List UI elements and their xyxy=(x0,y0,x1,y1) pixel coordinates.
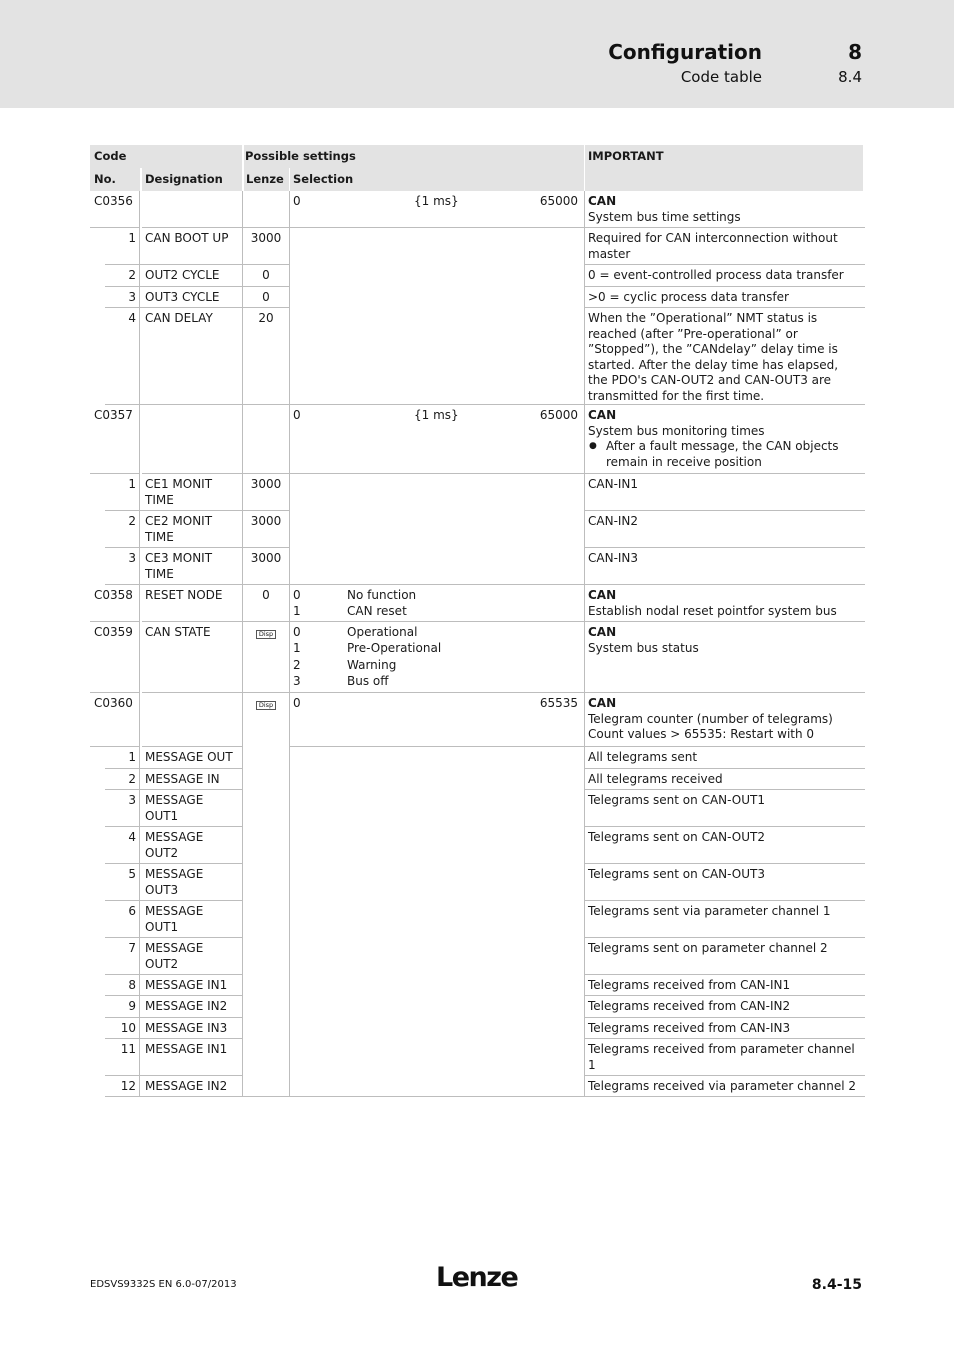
important-cell xyxy=(585,1039,865,1076)
designation-cell: CE2 MONIT TIME xyxy=(142,511,243,548)
important-text: All telegrams sent xyxy=(588,750,698,764)
table-row xyxy=(90,769,865,790)
lenze-cell xyxy=(243,747,290,769)
code-value: C0359 xyxy=(94,625,133,639)
sub-number-cell: 1 xyxy=(105,747,142,769)
sub-number-cell: 8 xyxy=(105,975,142,996)
table-row xyxy=(90,191,865,228)
table-row xyxy=(90,548,865,585)
important-text: Establish nodal reset pointfor system bus xyxy=(588,603,837,618)
option-label: Warning xyxy=(347,657,397,672)
important-cell xyxy=(585,827,865,864)
selection-cell xyxy=(290,827,585,864)
designation-cell: CE3 MONIT TIME xyxy=(142,548,243,585)
lenze-value: 3000 xyxy=(250,231,282,245)
table-row xyxy=(90,1039,865,1076)
option-label: Bus off xyxy=(347,673,389,688)
table-row xyxy=(90,747,865,769)
selection-cell xyxy=(290,511,585,548)
important-text: When the ”Operational” NMT status is reached (after ”Pre-operational” or ”Stopped”), the ”CANdelay” delay time is started. After the delay time has elapsed, the PDO's CAN-OUT2 and CAN-OUT3 are transmitted for the first time. xyxy=(588,311,839,403)
important-text: System bus time settings xyxy=(588,209,741,224)
important-cell xyxy=(585,287,865,308)
code-value: C0356 xyxy=(94,194,133,208)
lenze-cell xyxy=(243,287,290,308)
important-cell xyxy=(585,265,865,287)
designation-cell xyxy=(142,405,243,474)
important-text: Telegrams received from parameter channel 1 xyxy=(588,1042,855,1072)
important-cell xyxy=(585,790,865,827)
table-row xyxy=(90,901,865,938)
selection-min: 0 xyxy=(293,696,301,710)
important-cell xyxy=(585,474,865,511)
selection-unit: {1 ms} xyxy=(414,408,459,422)
selection-option xyxy=(293,674,578,690)
lenze-logo: Lenze xyxy=(436,1262,518,1293)
table-header-row-1 xyxy=(90,145,865,168)
lenze-cell xyxy=(243,864,290,901)
selection-range xyxy=(293,696,578,712)
lenze-cell xyxy=(243,1018,290,1039)
important-text: Telegrams sent on CAN-OUT1 xyxy=(588,793,765,807)
important-heading: CAN xyxy=(588,625,617,639)
section-number: 8.4 xyxy=(838,68,862,86)
lenze-cell xyxy=(243,548,290,585)
selection-range xyxy=(293,194,578,210)
lenze-cell xyxy=(243,996,290,1018)
selection-min: 0 xyxy=(293,194,301,208)
selection-cell xyxy=(290,1018,585,1039)
designation-cell: MESSAGE OUT3 xyxy=(142,864,243,901)
selection-range xyxy=(293,408,578,424)
designation-cell: OUT3 CYCLE xyxy=(142,287,243,308)
selection-cell xyxy=(290,1076,585,1097)
important-text: System bus monitoring times xyxy=(588,423,765,438)
selection-option xyxy=(293,658,578,674)
selection-cell xyxy=(290,975,585,996)
important-text: Telegrams received via parameter channel 2 xyxy=(588,1079,857,1093)
lenze-cell xyxy=(243,975,290,996)
important-text-2: Count values > 65535: Restart with 0 xyxy=(588,727,815,741)
important-text: All telegrams received xyxy=(588,772,723,786)
designation-cell: MESSAGE IN xyxy=(142,769,243,790)
important-text: Telegrams sent on parameter channel 2 xyxy=(588,941,828,955)
selection-unit: {1 ms} xyxy=(414,194,459,208)
designation-cell xyxy=(142,191,243,228)
selection-option xyxy=(293,641,578,657)
sub-number-cell: 3 xyxy=(105,287,142,308)
important-cell xyxy=(585,1018,865,1039)
lenze-cell xyxy=(243,511,290,548)
selection-option xyxy=(293,588,578,604)
selection-cell xyxy=(290,265,585,287)
table-row xyxy=(90,308,865,405)
option-value: 1 xyxy=(293,641,301,656)
code-value: C0357 xyxy=(94,408,133,422)
important-heading: CAN xyxy=(588,588,617,602)
important-cell xyxy=(585,511,865,548)
sub-number-cell: 4 xyxy=(105,827,142,864)
lenze-cell xyxy=(243,405,290,474)
sub-number-cell: 2 xyxy=(105,769,142,790)
designation-cell: CAN BOOT UP xyxy=(142,228,243,265)
sub-number-cell: 5 xyxy=(105,864,142,901)
sub-number-cell: 3 xyxy=(105,548,142,585)
selection-cell xyxy=(290,622,585,693)
code-cell xyxy=(90,191,140,228)
designation-cell: MESSAGE OUT2 xyxy=(142,938,243,975)
option-label: No function xyxy=(347,588,417,602)
code-cell xyxy=(90,693,140,747)
lenze-cell xyxy=(243,308,290,405)
lenze-cell xyxy=(243,228,290,265)
lenze-cell xyxy=(243,1076,290,1097)
section-title: Code table xyxy=(680,68,762,86)
lenze-cell xyxy=(243,827,290,864)
selection-cell xyxy=(290,790,585,827)
designation-cell: MESSAGE IN3 xyxy=(142,1018,243,1039)
important-text: CAN-IN3 xyxy=(588,551,639,565)
table-row xyxy=(90,790,865,827)
table-body xyxy=(90,191,865,1097)
selection-cell xyxy=(290,191,585,228)
lenze-value: 0 xyxy=(262,290,270,304)
chapter-number: 8 xyxy=(848,40,862,64)
bullet-text: After a fault message, the CAN objects remain in receive position xyxy=(606,439,839,469)
important-heading: CAN xyxy=(588,408,617,422)
important-cell xyxy=(585,405,865,474)
lenze-value: 0 xyxy=(262,268,270,282)
table-row xyxy=(90,511,865,548)
important-text: CAN-IN1 xyxy=(588,477,639,491)
option-value: 3 xyxy=(293,673,301,688)
designation-cell: MESSAGE OUT xyxy=(142,747,243,769)
header-no: No. xyxy=(90,168,140,191)
table-row xyxy=(90,938,865,975)
selection-option xyxy=(293,625,578,641)
code-table xyxy=(90,145,865,1097)
important-cell xyxy=(585,864,865,901)
sub-number-cell: 1 xyxy=(105,228,142,265)
designation-cell: MESSAGE IN2 xyxy=(142,996,243,1018)
selection-cell xyxy=(290,405,585,474)
header-important: IMPORTANT xyxy=(585,145,863,191)
selection-cell xyxy=(290,938,585,975)
designation-cell: MESSAGE OUT2 xyxy=(142,827,243,864)
sub-number-cell: 9 xyxy=(105,996,142,1018)
selection-cell xyxy=(290,996,585,1018)
important-cell xyxy=(585,548,865,585)
designation-cell: CE1 MONIT TIME xyxy=(142,474,243,511)
table-row xyxy=(90,975,865,996)
code-cell xyxy=(90,405,140,474)
disp-icon: Disp xyxy=(256,630,276,639)
disp-icon: Disp xyxy=(256,701,276,710)
important-heading: CAN xyxy=(588,696,617,710)
table-row xyxy=(90,827,865,864)
selection-cell xyxy=(290,693,585,747)
document-id: EDSVS9332S EN 6.0-07/2013 xyxy=(90,1279,237,1290)
code-cell xyxy=(90,585,140,622)
code-value: C0360 xyxy=(94,696,133,710)
important-text: Telegrams sent on CAN-OUT2 xyxy=(588,830,765,844)
sub-number-cell: 6 xyxy=(105,901,142,938)
sub-number-cell: 1 xyxy=(105,474,142,511)
designation-cell: CAN DELAY xyxy=(142,308,243,405)
lenze-cell xyxy=(243,474,290,511)
important-cell xyxy=(585,938,865,975)
table-row xyxy=(90,1018,865,1039)
lenze-cell xyxy=(243,191,290,228)
selection-max: 65000 xyxy=(539,408,578,422)
important-text: Required for CAN interconnection without master xyxy=(588,231,838,261)
important-cell xyxy=(585,228,865,265)
sub-number-cell: 7 xyxy=(105,938,142,975)
important-cell xyxy=(585,747,865,769)
selection-cell xyxy=(290,287,585,308)
lenze-value: 20 xyxy=(258,311,274,325)
selection-cell xyxy=(290,548,585,585)
table-row xyxy=(90,693,865,747)
important-cell xyxy=(585,769,865,790)
selection-min: 0 xyxy=(293,408,301,422)
sub-number-cell: 10 xyxy=(105,1018,142,1039)
important-cell xyxy=(585,622,865,693)
lenze-cell xyxy=(243,693,290,747)
sub-number-cell: 12 xyxy=(105,1076,142,1097)
option-label: Pre-Operational xyxy=(347,641,442,656)
table-row xyxy=(90,1076,865,1097)
selection-cell xyxy=(290,308,585,405)
table-row xyxy=(90,287,865,308)
code-cell xyxy=(90,622,140,693)
lenze-cell xyxy=(243,265,290,287)
selection-cell xyxy=(290,864,585,901)
selection-cell xyxy=(290,769,585,790)
lenze-cell xyxy=(243,585,290,622)
important-cell xyxy=(585,693,865,747)
selection-max: 65000 xyxy=(539,194,578,208)
lenze-cell xyxy=(243,901,290,938)
important-cell xyxy=(585,975,865,996)
sub-number-cell: 11 xyxy=(105,1039,142,1076)
important-text: Telegrams sent on CAN-OUT3 xyxy=(588,867,765,881)
important-text: Telegrams sent via parameter channel 1 xyxy=(588,904,831,918)
lenze-value: 3000 xyxy=(250,551,282,565)
lenze-cell xyxy=(243,1039,290,1076)
important-text: Telegrams received from CAN-IN3 xyxy=(588,1021,791,1035)
designation-cell: MESSAGE IN1 xyxy=(142,975,243,996)
header-possible-settings-label: Possible settings xyxy=(245,149,356,163)
important-cell xyxy=(585,901,865,938)
sub-number-cell: 4 xyxy=(105,308,142,405)
lenze-value: 3000 xyxy=(250,477,282,491)
table-row xyxy=(90,474,865,511)
important-cell xyxy=(585,308,865,405)
important-cell xyxy=(585,996,865,1018)
table-row xyxy=(90,996,865,1018)
lenze-cell xyxy=(243,938,290,975)
page-header xyxy=(0,0,954,108)
designation-cell xyxy=(142,693,243,747)
important-text: Telegrams received from CAN-IN2 xyxy=(588,999,791,1013)
selection-cell xyxy=(290,747,585,769)
selection-cell xyxy=(290,474,585,511)
page-number: 8.4-15 xyxy=(811,1277,862,1293)
designation-cell: MESSAGE OUT1 xyxy=(142,901,243,938)
chapter-title: Configuration xyxy=(608,40,762,64)
important-text: 0 = event-controlled process data transfer xyxy=(588,268,844,282)
important-text: System bus status xyxy=(588,640,699,655)
important-text: Telegrams received from CAN-IN1 xyxy=(588,978,791,992)
selection-cell xyxy=(290,585,585,622)
bullet-icon: ● xyxy=(589,441,597,451)
lenze-value: 3000 xyxy=(250,514,282,528)
important-cell xyxy=(585,1076,865,1097)
lenze-cell xyxy=(243,790,290,827)
table-row xyxy=(90,622,865,693)
header-lenze: Lenze xyxy=(244,168,289,191)
option-label: Operational xyxy=(347,625,418,639)
lenze-cell xyxy=(243,622,290,693)
selection-cell xyxy=(290,228,585,265)
designation-cell: OUT2 CYCLE xyxy=(142,265,243,287)
designation-cell: MESSAGE IN1 xyxy=(142,1039,243,1076)
table-header-row-2 xyxy=(90,168,865,191)
important-text: >0 = cyclic process data transfer xyxy=(588,290,789,304)
lenze-cell xyxy=(243,769,290,790)
important-heading: CAN xyxy=(588,194,617,208)
option-value: 0 xyxy=(293,625,301,639)
designation-cell: MESSAGE OUT1 xyxy=(142,790,243,827)
important-bullet xyxy=(588,439,861,470)
header-possible-settings xyxy=(244,145,584,168)
table-row xyxy=(90,405,865,474)
option-value: 0 xyxy=(293,588,301,602)
lenze-value: 0 xyxy=(262,588,270,602)
designation-cell: RESET NODE xyxy=(142,585,243,622)
important-cell xyxy=(585,191,865,228)
selection-cell xyxy=(290,1039,585,1076)
designation-cell: CAN STATE xyxy=(142,622,243,693)
table-row xyxy=(90,585,865,622)
designation-cell: MESSAGE IN2 xyxy=(142,1076,243,1097)
table-row xyxy=(90,265,865,287)
option-label: CAN reset xyxy=(347,604,407,619)
important-cell xyxy=(585,585,865,622)
selection-option xyxy=(293,604,578,620)
header-designation: Designation xyxy=(142,168,242,191)
header-selection: Selection xyxy=(290,168,584,191)
table-row xyxy=(90,228,865,265)
important-text: CAN-IN2 xyxy=(588,514,639,528)
code-value: C0358 xyxy=(94,588,133,602)
option-value: 1 xyxy=(293,604,301,619)
sub-number-cell: 2 xyxy=(105,265,142,287)
sub-number-cell: 3 xyxy=(105,790,142,827)
selection-cell xyxy=(290,901,585,938)
sub-number-cell: 2 xyxy=(105,511,142,548)
selection-max: 65535 xyxy=(539,696,578,710)
option-value: 2 xyxy=(293,657,301,672)
table-row xyxy=(90,864,865,901)
important-text: Telegram counter (number of telegrams) xyxy=(588,711,833,726)
header-code: Code xyxy=(90,145,242,168)
